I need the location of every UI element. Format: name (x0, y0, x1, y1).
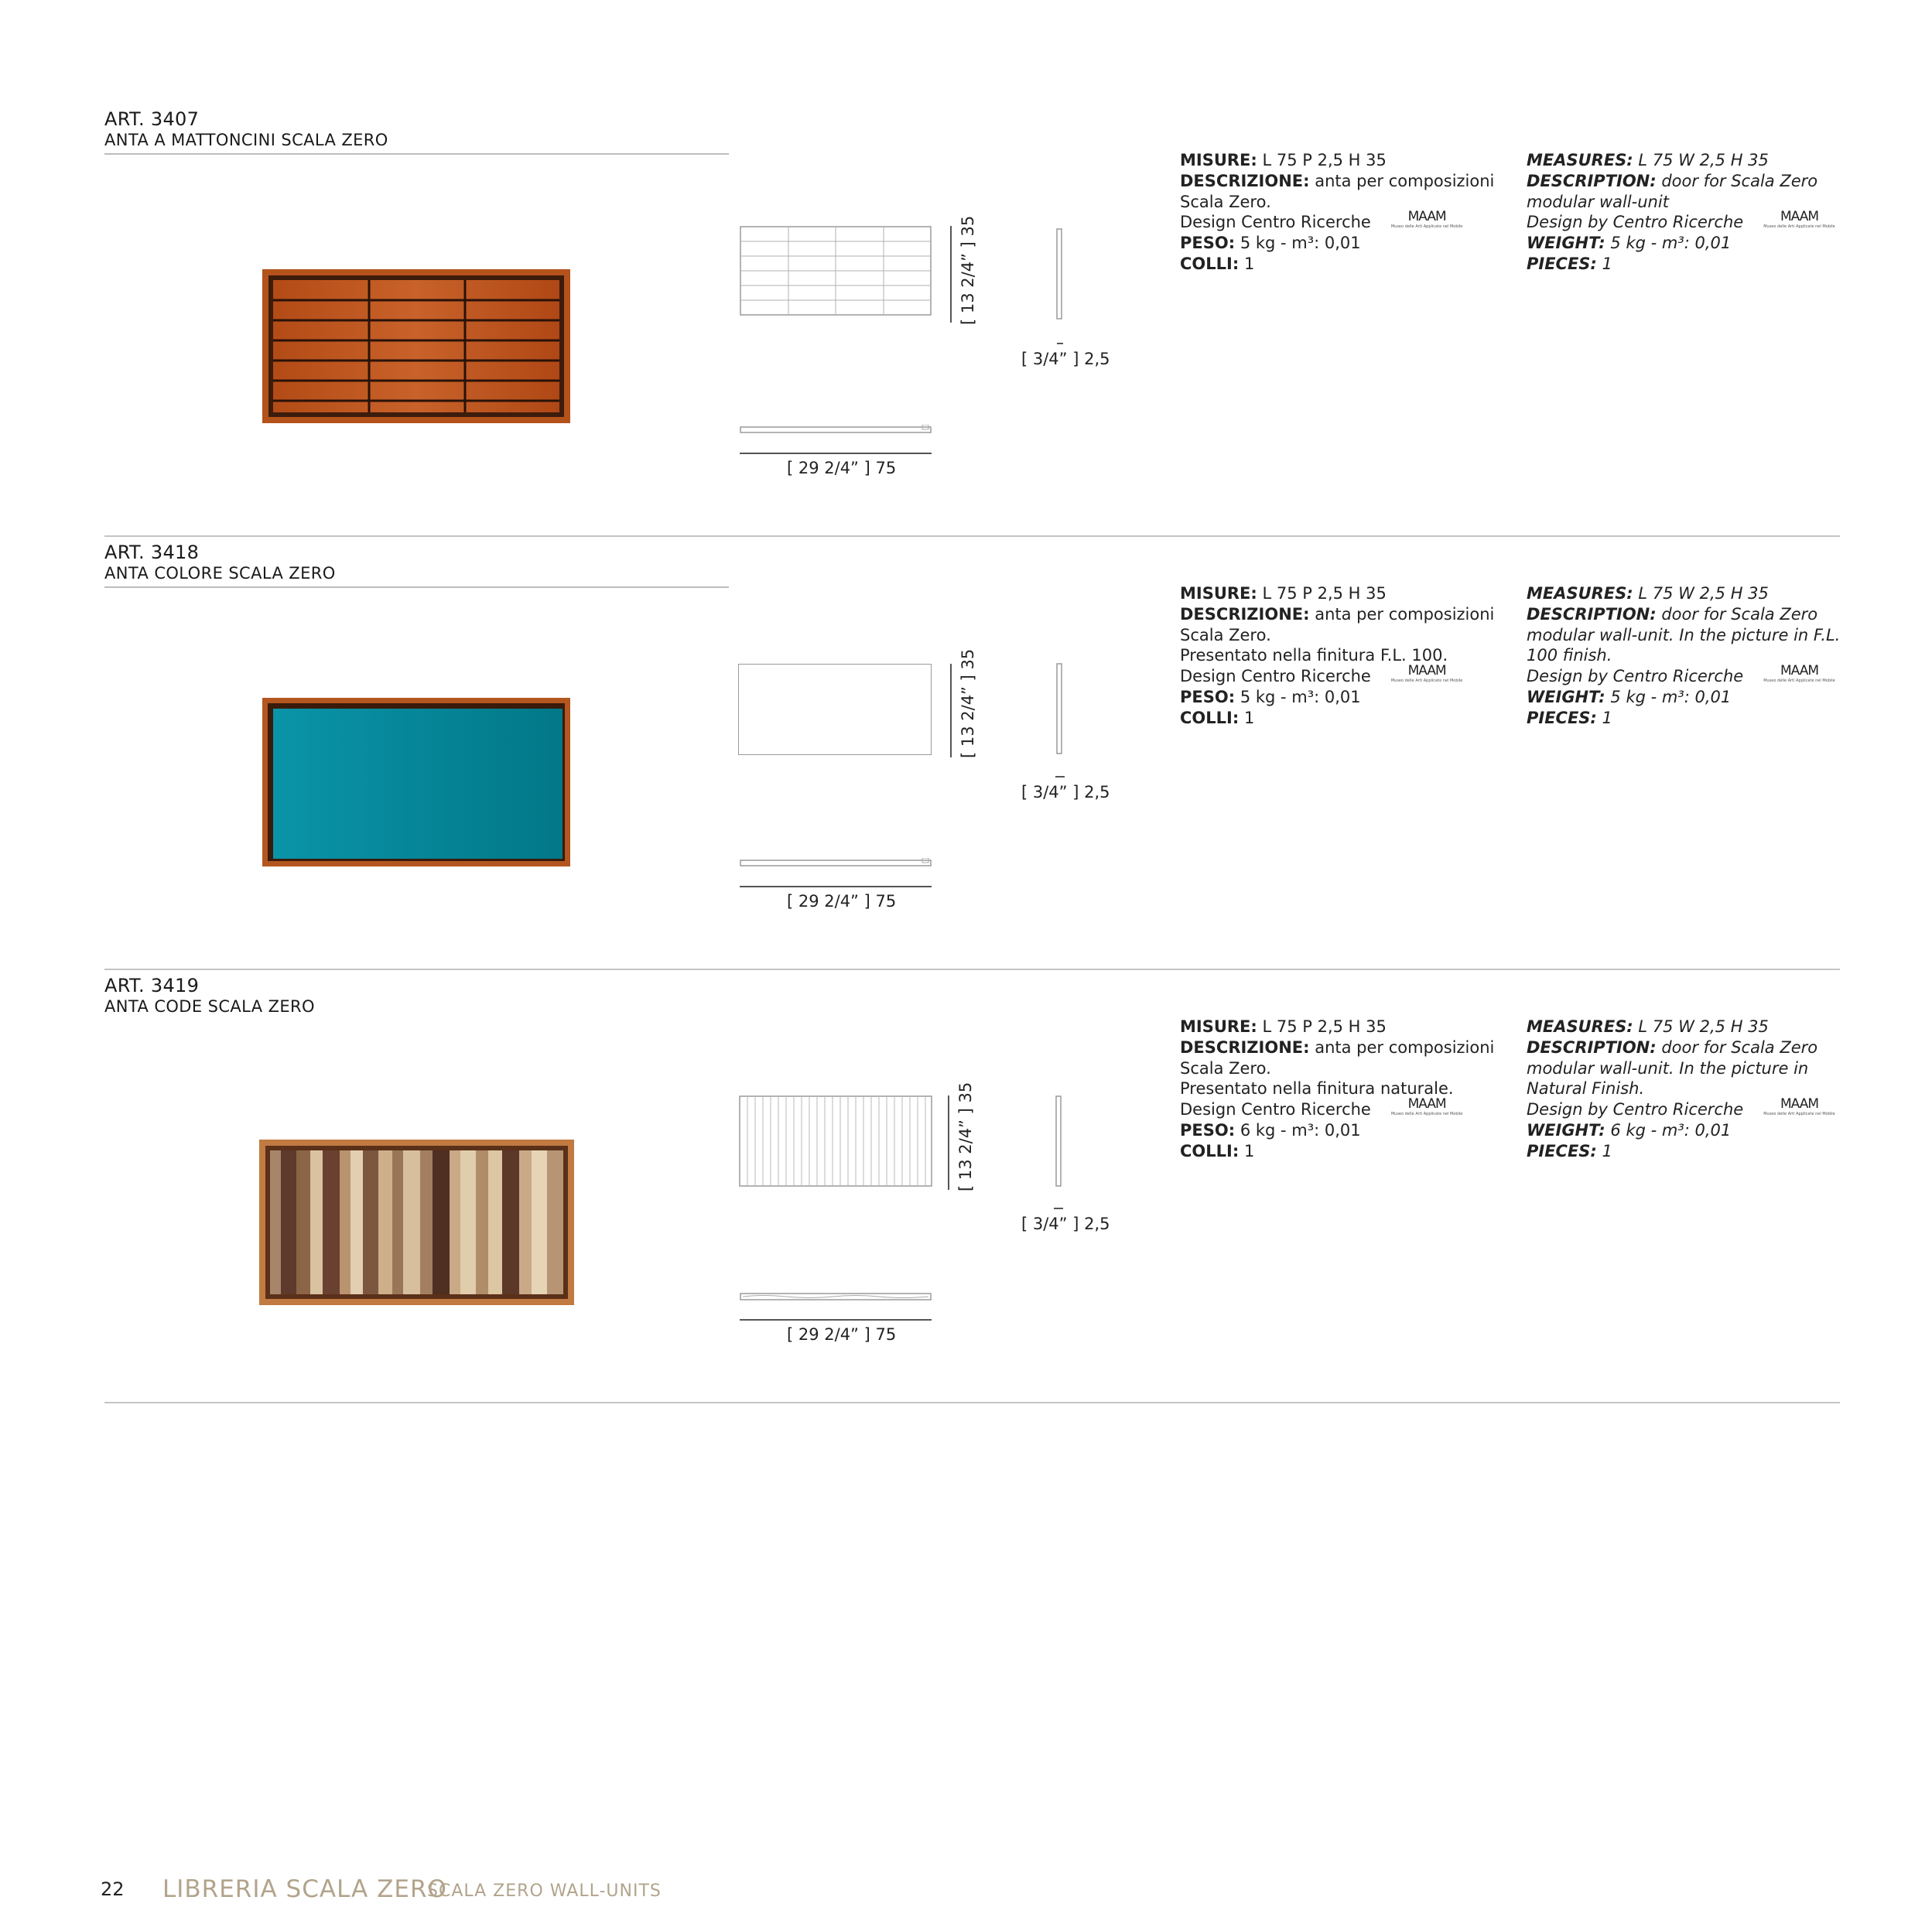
height-dimension-label: [ 13 2/4” ] 35 (959, 215, 977, 325)
pieces-label: PIECES: (1527, 708, 1597, 727)
side-profile-drawing (1055, 228, 1063, 320)
description-label: DESCRIPTION: (1527, 1037, 1657, 1057)
spec-english (1527, 1017, 1852, 1162)
section-divider (104, 1402, 1840, 1403)
description-label: DESCRIZIONE: (1180, 604, 1310, 624)
pieces-label: COLLI: (1180, 1141, 1240, 1160)
design-line: Design Centro Ricerche (1180, 213, 1371, 232)
spec-italian (1180, 583, 1505, 729)
weight-value: 5 kg - m³: 0,01 (1240, 234, 1361, 253)
description-line: modular wall-unit (1527, 192, 1669, 211)
side-profile-drawing (1055, 663, 1063, 754)
description-label: DESCRIZIONE: (1180, 171, 1310, 190)
pieces-value: 1 (1243, 255, 1255, 274)
measures-label: MEASURES: (1527, 584, 1633, 603)
design-line: Design by Centro Ricerche (1527, 213, 1744, 232)
description-line: modular wall-unit. In the picture in F.L. (1527, 625, 1841, 644)
design-line: Design Centro Ricerche (1180, 1100, 1371, 1119)
pieces-value: 1 (1602, 255, 1612, 274)
front-elevation-drawing (740, 226, 932, 316)
weight-value: 5 kg - m³: 0,01 (1610, 234, 1732, 253)
top-profile-drawing (740, 1290, 932, 1299)
measures-label: MISURE: (1180, 584, 1257, 603)
top-profile-drawing (740, 856, 932, 865)
footer-title: LIBRERIA SCALA ZERO (162, 1875, 447, 1903)
description-value: door for Scala Zero (1661, 1037, 1818, 1057)
pieces-value: 1 (1602, 1141, 1612, 1160)
width-dimension-line (740, 453, 932, 454)
weight-value: 6 kg - m³: 0,01 (1240, 1121, 1361, 1140)
width-dimension-label: [ 29 2/4” ] 75 (787, 1325, 897, 1344)
pieces-value: 1 (1243, 1141, 1255, 1160)
pieces-value: 1 (1243, 708, 1255, 727)
depth-dimension-line (1055, 776, 1065, 778)
front-elevation-drawing (738, 664, 932, 755)
color-door-image (262, 698, 570, 866)
description-line: modular wall-unit. In the picture in (1527, 1058, 1809, 1078)
footer-subtitle: SCALA ZERO WALL-UNITS (427, 1881, 662, 1901)
measures-label: MEASURES: (1527, 1017, 1633, 1036)
measures-value: L 75 P 2,5 H 35 (1262, 1017, 1387, 1036)
pieces-label: PIECES: (1527, 1141, 1597, 1160)
article-code: ART. 3407 (104, 108, 200, 130)
measures-label: MISURE: (1180, 1017, 1257, 1036)
description-line: Scala Zero. (1180, 192, 1271, 211)
section-divider (104, 969, 1840, 970)
article-code: ART. 3419 (104, 975, 200, 996)
title-underline (104, 153, 729, 155)
height-dimension-label: [ 13 2/4” ] 35 (959, 648, 977, 758)
description-line: Scala Zero. (1180, 625, 1271, 644)
article-name: ANTA COLORE SCALA ZERO (104, 564, 336, 583)
product-photo-color-door (262, 698, 570, 866)
height-dimension-line (950, 226, 952, 323)
code-door-image (259, 1140, 574, 1305)
maam-logo: MAAM Museo delle Arti Applicate nel Mobile (1390, 663, 1463, 684)
section-divider (104, 535, 1840, 537)
maam-logo: MAAM Museo delle Arti Applicate nel Mobile (1763, 209, 1835, 230)
spec-english (1527, 150, 1852, 275)
maam-logo: MAAM Museo delle Arti Applicate nel Mobile (1390, 1096, 1463, 1117)
maam-logo: MAAM Museo delle Arti Applicate nel Mobile (1763, 663, 1835, 684)
maam-logo: MAAM Museo delle Arti Applicate nel Mobile (1763, 1096, 1835, 1117)
description-value: anta per composizioni (1315, 604, 1495, 624)
description-label: DESCRIPTION: (1527, 171, 1657, 190)
width-dimension-line (740, 886, 932, 887)
description-value: door for Scala Zero (1661, 604, 1818, 624)
height-dimension-line (950, 664, 952, 757)
maam-logo: MAAM Museo delle Arti Applicate nel Mobile (1390, 209, 1463, 230)
brick-door-image (262, 269, 570, 423)
page-number: 22 (101, 1878, 125, 1900)
weight-label: PESO: (1180, 234, 1236, 253)
description-value: anta per composizioni (1315, 171, 1495, 190)
weight-value: 5 kg - m³: 0,01 (1240, 688, 1361, 707)
side-profile-drawing (1055, 1095, 1062, 1187)
description-line: Presentato nella finitura naturale. (1180, 1079, 1454, 1099)
height-dimension-line (948, 1095, 949, 1190)
width-dimension-label: [ 29 2/4” ] 75 (787, 892, 897, 911)
design-line: Design by Centro Ricerche (1527, 667, 1744, 686)
product-photo-brick-door (262, 269, 570, 423)
height-dimension-label: [ 13 2/4” ] 35 (956, 1082, 975, 1191)
depth-dimension-line (1054, 1208, 1063, 1209)
measures-value: L 75 P 2,5 H 35 (1262, 584, 1387, 603)
article-name: ANTA A MATTONCINI SCALA ZERO (104, 131, 388, 149)
description-label: DESCRIPTION: (1527, 604, 1657, 624)
weight-label: PESO: (1180, 688, 1236, 707)
article-code: ART. 3418 (104, 542, 200, 563)
width-dimension-label: [ 29 2/4” ] 75 (787, 459, 897, 477)
product-photo-code-door (259, 1140, 574, 1305)
weight-label: PESO: (1180, 1121, 1236, 1140)
spec-english (1527, 583, 1852, 729)
pieces-label: COLLI: (1180, 255, 1240, 274)
pieces-value: 1 (1602, 708, 1612, 727)
design-line: Design by Centro Ricerche (1527, 1100, 1744, 1119)
weight-value: 5 kg - m³: 0,01 (1610, 688, 1732, 707)
title-underline (104, 586, 729, 588)
description-line: Natural Finish. (1527, 1079, 1645, 1099)
measures-value: L 75 P 2,5 H 35 (1262, 151, 1387, 169)
measures-value: L 75 W 2,5 H 35 (1638, 151, 1769, 169)
description-label: DESCRIZIONE: (1180, 1037, 1310, 1057)
description-value: door for Scala Zero (1661, 171, 1818, 190)
spec-italian (1180, 1017, 1505, 1162)
depth-dimension-line (1057, 343, 1063, 344)
pieces-label: COLLI: (1180, 708, 1240, 727)
article-name: ANTA CODE SCALA ZERO (104, 997, 315, 1016)
width-dimension-line (740, 1319, 932, 1321)
measures-label: MISURE: (1180, 151, 1257, 169)
depth-dimension-label: [ 3/4” ] 2,5 (1021, 350, 1110, 368)
depth-dimension-label: [ 3/4” ] 2,5 (1021, 1215, 1110, 1233)
spec-italian (1180, 150, 1505, 275)
design-line: Design Centro Ricerche (1180, 667, 1371, 686)
weight-label: WEIGHT: (1527, 1121, 1605, 1140)
description-line: Scala Zero. (1180, 1058, 1271, 1078)
depth-dimension-label: [ 3/4” ] 2,5 (1021, 783, 1110, 801)
pieces-label: PIECES: (1527, 255, 1597, 274)
top-profile-drawing (740, 422, 932, 432)
front-elevation-drawing (739, 1095, 932, 1187)
weight-label: WEIGHT: (1527, 688, 1605, 707)
measures-label: MEASURES: (1527, 151, 1633, 169)
weight-value: 6 kg - m³: 0,01 (1610, 1121, 1732, 1140)
description-line: Presentato nella finitura F.L. 100. (1180, 646, 1448, 665)
measures-value: L 75 W 2,5 H 35 (1638, 1017, 1769, 1036)
description-line: 100 finish. (1527, 646, 1612, 665)
measures-value: L 75 W 2,5 H 35 (1638, 584, 1769, 603)
weight-label: WEIGHT: (1527, 234, 1605, 253)
description-value: anta per composizioni (1315, 1037, 1495, 1057)
